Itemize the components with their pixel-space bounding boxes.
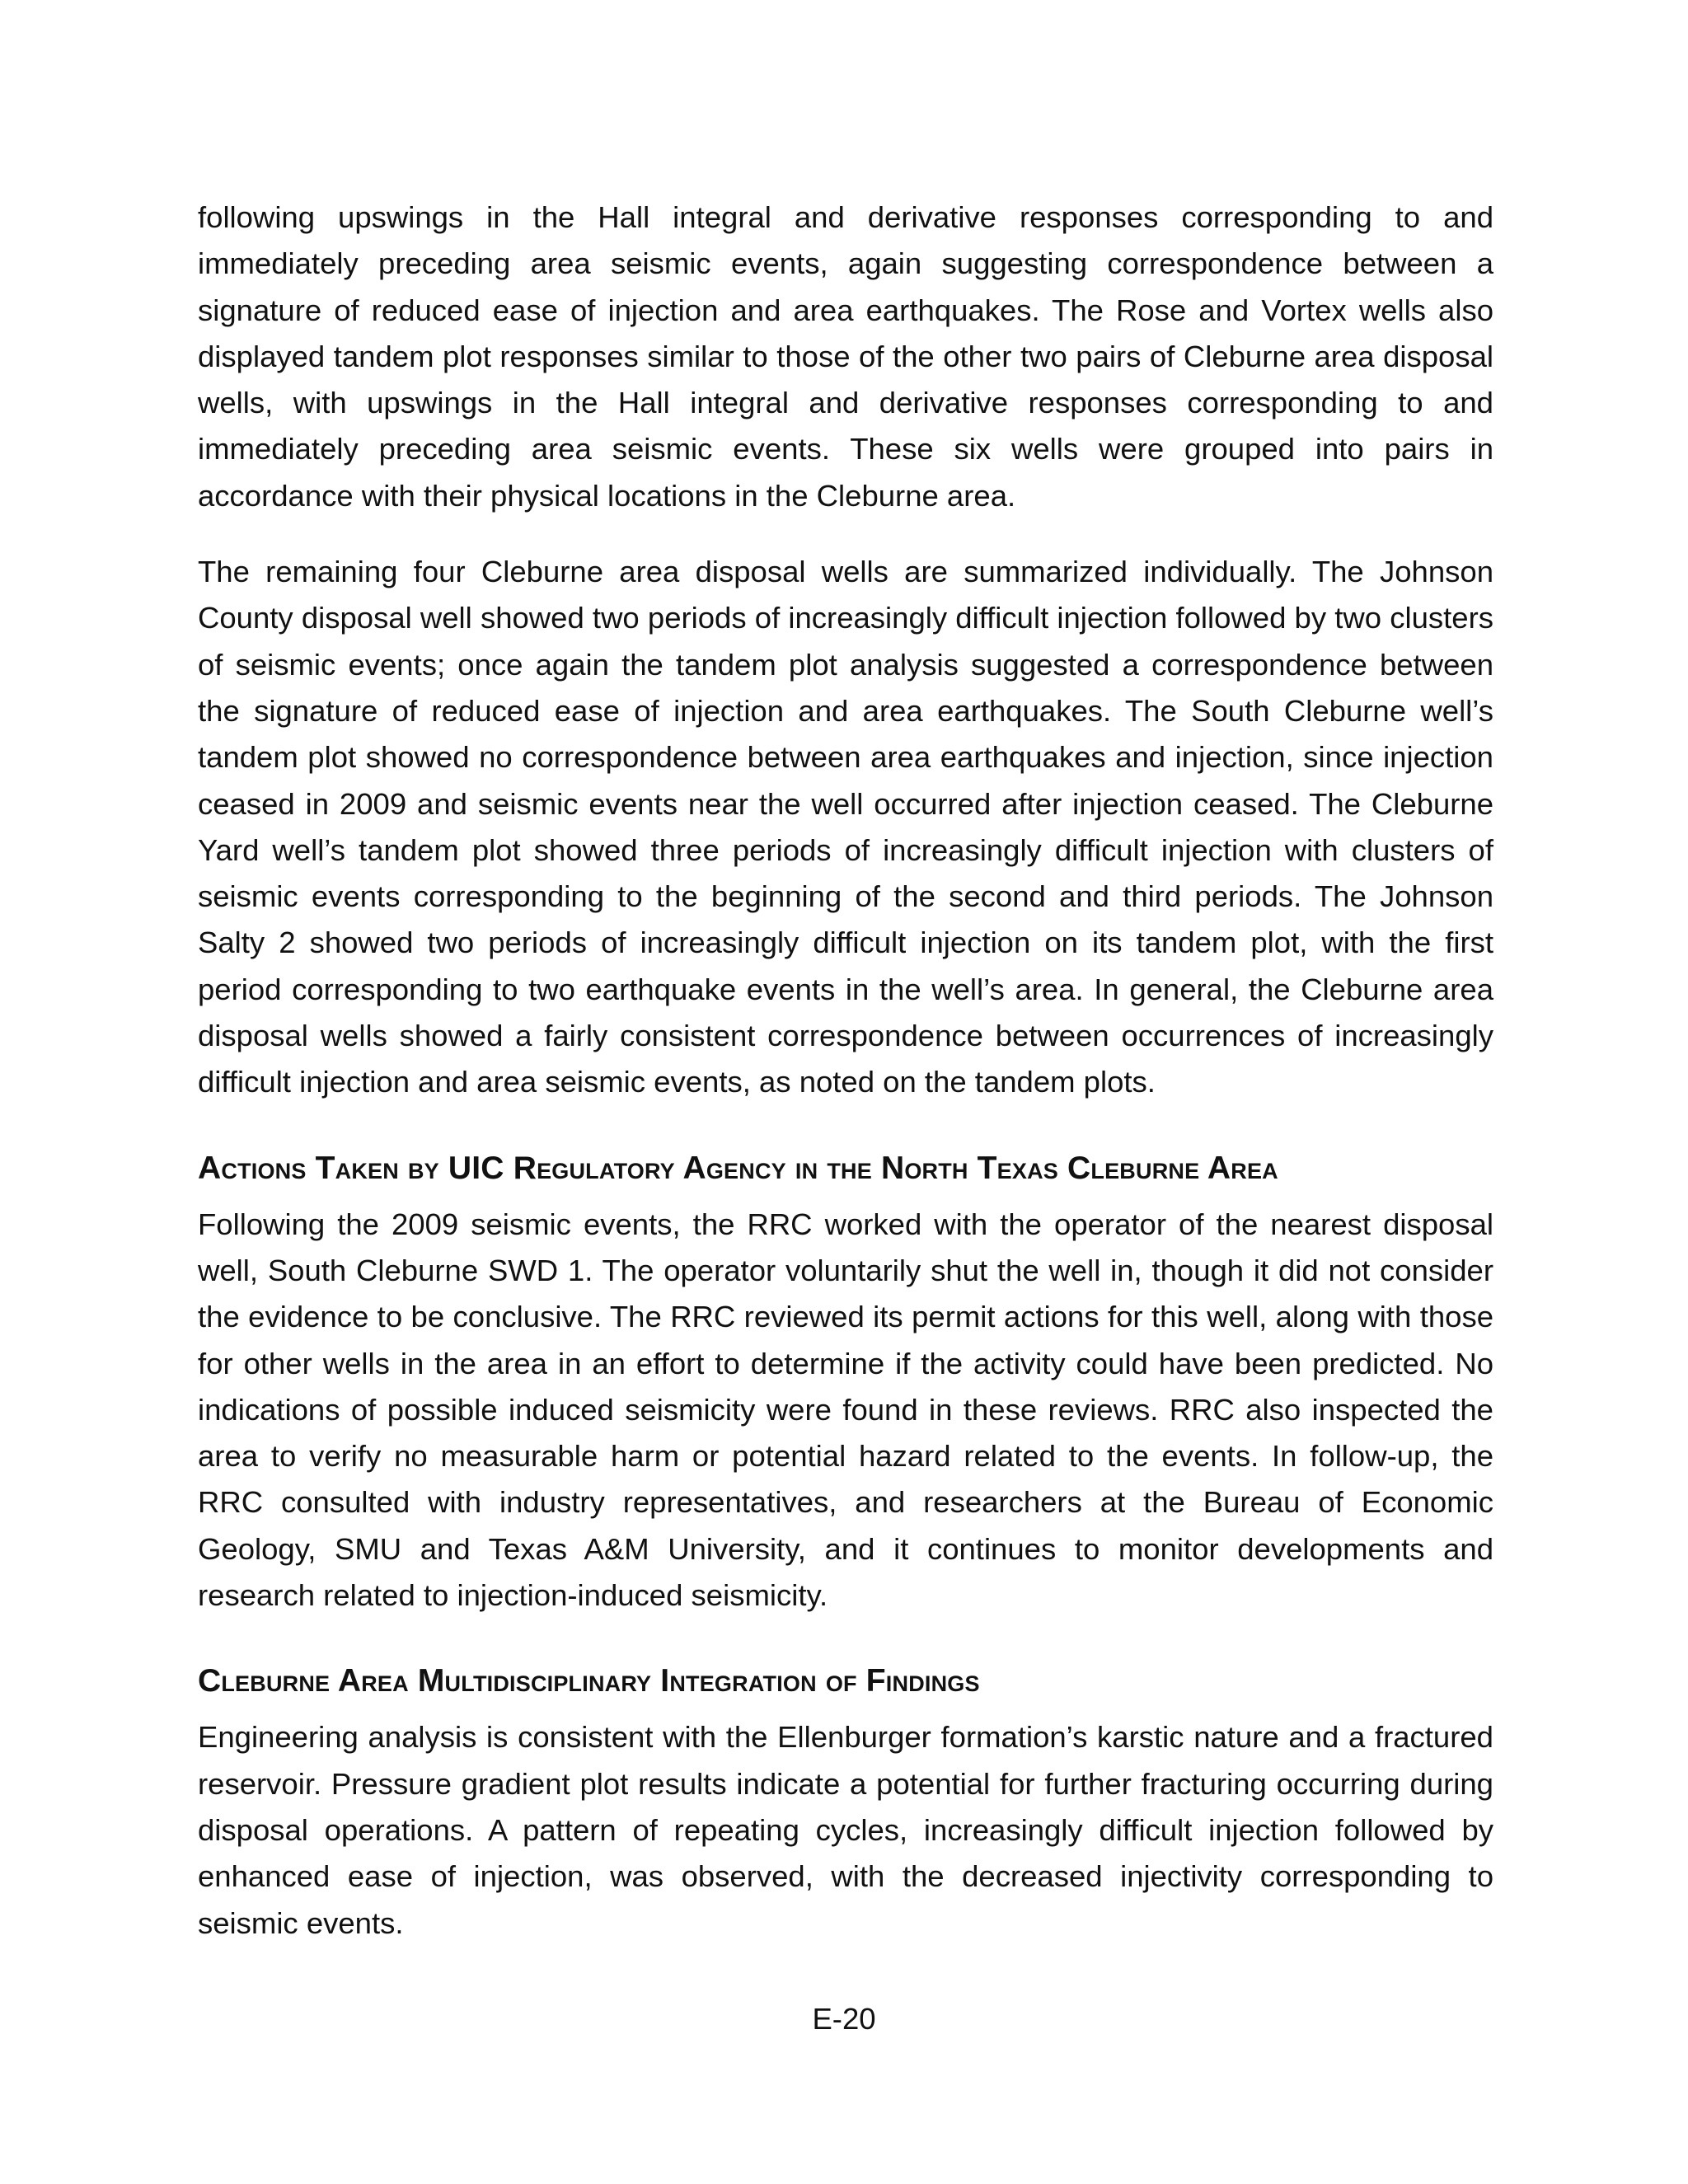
page-number: E-20 [812,2002,876,2036]
paragraph-hall-integral-pairs: following upswings in the Hall integral and derivative responses corresponding to and immediately preceding area seismic events, again suggesting correspondence between a signature of reduced ease of injection and area earthquakes. The Rose and Vortex wells also displayed tandem plot responses similar to those of the other two pairs of Cleburne area disposal wells, with upswings in the Hall integral and derivative responses corresponding to and immediately preceding area seismic events. These six wells were grouped into pairs in accordance with their physical locations in the Cleburne area. [198,200,1493,513]
paragraph-engineering-analysis: Engineering analysis is consistent with the Ellenburger formation’s karstic nature and a fractured reservoir. Pressure gradient plot results indicate a potential for further fracturing occurring during disposal operations. A pattern of repeating cycles, increasingly difficult injection followed by enhanced ease of injection, was observed, with the decreased injectivity corresponding to seismic events. [198,1720,1493,1940]
paragraph-individual-wells: The remaining four Cleburne area disposal wells are summarized individually. The Johnson County disposal well showed two periods of increasingly difficult injection followed by two clusters of seismic events; once again the tandem plot analysis suggested a correspondence between the signature of reduced ease of injection and area earthquakes. The South Cleburne well’s tandem plot showed no correspondence between area earthquakes and injection, since injection ceased in 2009 and seismic events near the well occurred after injection ceased. The Cleburne Yard well’s tandem plot showed three periods of increasingly difficult injection with clusters of seismic events corresponding to the beginning of the second and third periods. The Johnson Salty 2 showed two periods of increasingly difficult injection on its tandem plot, with the first period corresponding to two earthquake events in the well’s area. In general, the Cleburne area disposal wells showed a fairly consistent correspondence between occurrences of increasingly difficult injection and area seismic events, as noted on the tandem plots. [198,555,1493,1099]
section-heading-actions-taken: Actions Taken by UIC Regulatory Agency in the North Texas Cleburne Area [198,1150,1278,1186]
paragraph-rrc-actions: Following the 2009 seismic events, the RRC worked with the operator of the nearest disposal well, South Cleburne SWD 1. The operator voluntarily shut the well in, though it did not consider the evidence to be conclusive. The RRC reviewed its permit actions for this well, along with those for other wells in the area in an effort to determine if the activity could have been predicted. No indications of possible induced seismicity were found in these reviews. RRC also inspected the area to verify no measurable harm or potential hazard related to the events. In follow-up, the RRC consulted with industry representatives, and researchers at the Bureau of Economic Geology, SMU and Texas A&M University, and it continues to monitor developments and research related to injection-induced seismicity. [198,1207,1493,1613]
document-body [198,194,1493,1947]
section-heading-integration-of-findings: Cleburne Area Multidisciplinary Integration of Findings [198,1663,980,1699]
